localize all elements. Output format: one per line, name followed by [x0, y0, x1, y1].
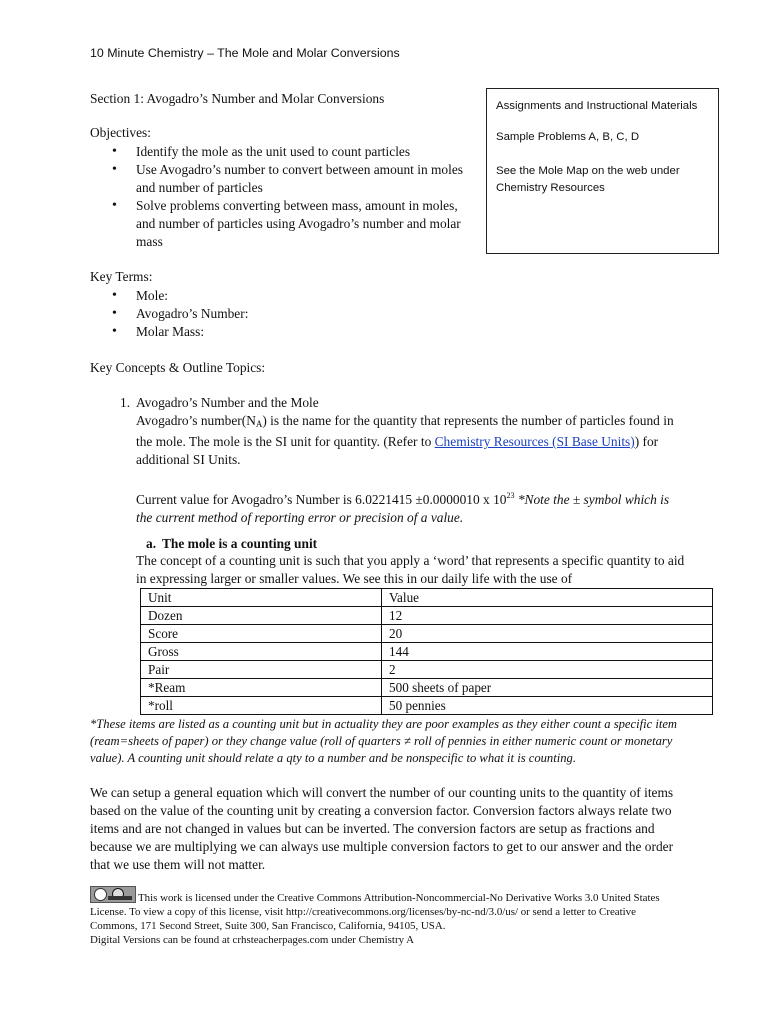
- subsection-a-heading: [146, 535, 318, 553]
- table-cell: 12: [382, 607, 713, 625]
- key-terms-list: [136, 287, 248, 341]
- table-header-row: [141, 589, 713, 607]
- chemistry-resources-link[interactable]: Chemistry Resources (SI Base Units): [434, 434, 635, 449]
- table-cell: 144: [382, 643, 713, 661]
- objective-item: • Use Avogadro’s number to convert between amount in moles and number of particles: [136, 161, 472, 197]
- table-row: [141, 697, 713, 715]
- creative-commons-badge-icon: [90, 886, 136, 903]
- assignments-heading: Assignments and Instructional Materials: [496, 100, 698, 112]
- topic-number: 1.: [120, 395, 131, 410]
- table-row: [141, 607, 713, 625]
- table-cell: *roll: [141, 697, 382, 715]
- digital-versions-text: Digital Versions can be found at crhsteacherpages.com under Chemistry A: [90, 934, 415, 946]
- topic-title: Avogadro’s Number and the Mole: [136, 395, 319, 410]
- p1-text-start: Avogadro’s number(N: [136, 413, 256, 428]
- subsection-a-text: The concept of a counting unit is such that you apply a ‘word’ that represents a specific quantity to aid in expressing larger or smaller values. We see this in our daily life with the use of: [136, 553, 685, 586]
- p2-superscript: 23: [506, 491, 515, 500]
- table-header-cell: Value: [382, 589, 713, 607]
- table-cell: Gross: [141, 643, 382, 661]
- objectives-label: Objectives:: [90, 125, 151, 140]
- subsection-a-label: a.: [146, 536, 157, 551]
- p1-text-mid: ) is the name for the quantity that represents the number of particles found in the mole. The mole is the SI unit for quantity. (Refer to: [136, 413, 674, 449]
- p1-subscript: A: [255, 419, 263, 429]
- objective-item: • Solve problems converting between mass, amount in moles, and number of particles using Avogadro’s number and molar mass: [136, 197, 472, 251]
- assignments-item-sample-problems: Sample Problems A, B, C, D: [496, 131, 640, 143]
- table-footnote: *These items are listed as a counting unit but in actuality they are poor examples as they either count a specific item (ream=sheets of paper) or they change value (roll of quarters ≠ roll of pennies in either numeric count or monetary value). A counting unit should relate a qty to a number and be nonspecific to what it is counting.: [90, 717, 678, 765]
- key-term-item: • Molar Mass:: [136, 323, 248, 341]
- table-row: [141, 661, 713, 679]
- section-title: Section 1: Avogadro’s Number and Molar Conversions: [90, 91, 385, 106]
- topic-paragraph-1: [136, 412, 688, 469]
- table-cell: 500 sheets of paper: [382, 679, 713, 697]
- key-concepts-label: Key Concepts & Outline Topics:: [90, 360, 266, 375]
- topic-avogadro: [120, 394, 688, 527]
- topic-paragraph-2: [136, 487, 688, 527]
- p2-note: *Note the ± symbol which is the current method of reporting error or precision of a value.: [136, 492, 670, 525]
- objective-item: • Identify the mole as the unit used to count particles: [136, 143, 472, 161]
- assignments-item-mole-map: See the Mole Map on the web under Chemistry Resources: [496, 165, 680, 194]
- p2-text-start: Current value for Avogadro’s Number is 6.0221415 ±0.0000010 x 10: [136, 492, 507, 507]
- table-cell: *Ream: [141, 679, 382, 697]
- table-row: [141, 643, 713, 661]
- key-term-item: • Mole:: [136, 287, 248, 305]
- table-cell: 2: [382, 661, 713, 679]
- license-text: This work is licensed under the Creative Commons Attribution-Noncommercial-No Derivative Works 3.0 United States License. To view a copy of this license, visit http://creativecommons.org/licenses/by-nc-nd/3.0/us/ or send a letter to Creative Commons, 171 Second Street, Suite 300, San Francisco, California, 94105, USA.: [90, 892, 660, 932]
- table-row: [141, 625, 713, 643]
- table-cell: Pair: [141, 661, 382, 679]
- counting-units-table: [140, 588, 713, 715]
- assignments-box: [486, 88, 719, 254]
- document-title: 10 Minute Chemistry – The Mole and Molar Conversions: [90, 46, 400, 60]
- table-cell: 50 pennies: [382, 697, 713, 715]
- p1-text-end: ) for additional SI Units.: [136, 434, 659, 467]
- subsection-a-title: The mole is a counting unit: [162, 536, 318, 551]
- table-row: [141, 679, 713, 697]
- table-cell: Dozen: [141, 607, 382, 625]
- license-block: [90, 886, 680, 947]
- key-term-item: • Avogadro’s Number:: [136, 305, 248, 323]
- general-equation-paragraph: We can setup a general equation which will convert the number of our counting units to the quantity of items based on the value of the counting unit by creating a conversion factor. Conversion factors always relate two items and are not changed in values but can be inverted. The conversion factors are setup as fractions and because we are multiplying we can always use multiple conversion factors to get to our answer and the order that we use them will not matter.: [90, 785, 674, 872]
- table-cell: 20: [382, 625, 713, 643]
- table-header-cell: Unit: [141, 589, 382, 607]
- key-terms-label: Key Terms:: [90, 269, 153, 284]
- table-cell: Score: [141, 625, 382, 643]
- objectives-list: [136, 143, 472, 251]
